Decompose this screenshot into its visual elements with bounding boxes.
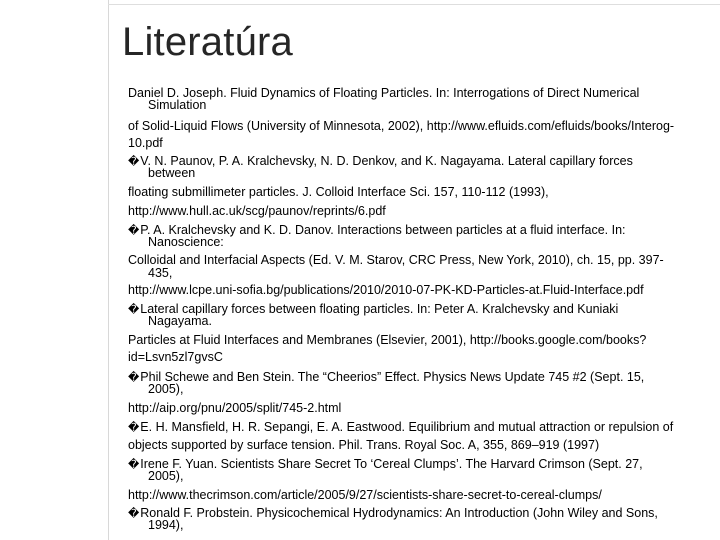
reference-line xyxy=(148,382,183,396)
reference-line xyxy=(128,488,602,502)
bullet-icon: � xyxy=(128,225,140,237)
reference-line-text: Ronald F. Probstein. Physicochemical Hydrodynamics: An Introduction (John Wiley and Sons, xyxy=(140,506,658,520)
reference-line xyxy=(128,253,664,267)
reference-line xyxy=(148,235,224,249)
reference-line xyxy=(128,438,599,452)
reference-line-text: P. A. Kralchevsky and K. D. Danov. Interactions between particles at a fluid interface. In: xyxy=(140,223,626,237)
reference-line xyxy=(148,469,183,483)
reference-line-text: Particles at Fluid Interfaces and Membranes (Elsevier, 2001), http://books.google.com/books? xyxy=(128,333,647,347)
reference-line-text: Nanoscience: xyxy=(148,235,224,249)
reference-line-text: objects supported by surface tension. Phil. Trans. Royal Soc. A, 355, 869–919 (1997) xyxy=(128,438,600,452)
bullet-icon: � xyxy=(128,372,140,384)
reference-line xyxy=(128,283,644,297)
reference-line-text: Daniel D. Joseph. Fluid Dynamics of Floating Particles. In: Interrogations of Direct Numerical xyxy=(128,86,640,100)
reference-line-text: 2005), xyxy=(148,382,184,396)
reference-line-text: Simulation xyxy=(148,98,207,112)
reference-line-text: of Solid-Liquid Flows (University of Minnesota, 2002), http://www.efluids.com/efluids/books/Interog- xyxy=(128,119,675,133)
reference-line xyxy=(128,333,646,347)
reference-line-text: Lateral capillary forces between floating particles. In: Peter A. Kralchevsky and Kuniaki xyxy=(140,302,619,316)
reference-line-text: Colloidal and Interfacial Aspects (Ed. V. M. Starov, CRC Press, New York, 2010), ch. 15, pp. 397- xyxy=(128,253,664,267)
reference-line xyxy=(128,401,341,415)
reference-line-text: 1994), xyxy=(148,518,184,532)
reference-line-text: Nagayama. xyxy=(148,314,212,328)
reference-line-text: 2005), xyxy=(148,469,184,483)
bullet-icon: � xyxy=(128,459,140,471)
bullet-icon: � xyxy=(128,304,140,316)
reference-line xyxy=(128,154,633,169)
bullet-icon: � xyxy=(128,422,140,434)
reference-line xyxy=(128,204,386,218)
slide-title: Literatúra xyxy=(122,20,293,64)
reference-line-text: id=Lsvn5zl7gvsC xyxy=(128,350,223,364)
reference-line xyxy=(148,98,206,112)
reference-line xyxy=(128,370,644,385)
reference-line xyxy=(148,518,183,532)
reference-line xyxy=(128,119,674,133)
reference-line-text: Irene F. Yuan. Scientists Share Secret To ‘Cereal Clumps’. The Harvard Crimson (Sept. 27, xyxy=(140,457,643,471)
reference-line-text: 10.pdf xyxy=(128,136,163,150)
reference-line-text: Phil Schewe and Ben Stein. The “Cheerios” Effect. Physics News Update 745 #2 (Sept. 15, xyxy=(140,370,645,384)
bullet-icon: � xyxy=(128,508,140,520)
reference-line xyxy=(128,136,163,150)
reference-line-text: http://www.hull.ac.uk/scg/paunov/reprints/6.pdf xyxy=(128,204,386,218)
reference-line xyxy=(128,457,643,472)
reference-line-text: between xyxy=(148,166,196,180)
reference-line xyxy=(128,420,673,435)
reference-line xyxy=(128,185,549,199)
reference-line xyxy=(148,266,172,280)
reference-line-text: E. H. Mansfield, H. R. Sepangi, E. A. Eastwood. Equilibrium and mutual attraction or repulsion of xyxy=(140,420,674,434)
reference-line xyxy=(128,350,223,364)
reference-line xyxy=(148,314,212,328)
reference-line-text: http://aip.org/pnu/2005/split/745-2.html xyxy=(128,401,342,415)
reference-line xyxy=(148,166,195,180)
reference-line-text: V. N. Paunov, P. A. Kralchevsky, N. D. Denkov, and K. Nagayama. Lateral capillary forces xyxy=(140,154,633,168)
reference-line-text: floating submillimeter particles. J. Colloid Interface Sci. 157, 110-112 (1993), xyxy=(128,185,549,199)
reference-line-text: http://www.thecrimson.com/article/2005/9/27/scientists-share-secret-to-cereal-clumps/ xyxy=(128,488,602,502)
reference-line xyxy=(128,506,658,521)
reference-line-text: 435, xyxy=(148,266,173,280)
bullet-icon: � xyxy=(128,156,140,168)
reference-line-text: http://www.lcpe.uni-sofia.bg/publications/2010/2010-07-PK-KD-Particles-at.Fluid-Interface.pdf xyxy=(128,283,644,297)
